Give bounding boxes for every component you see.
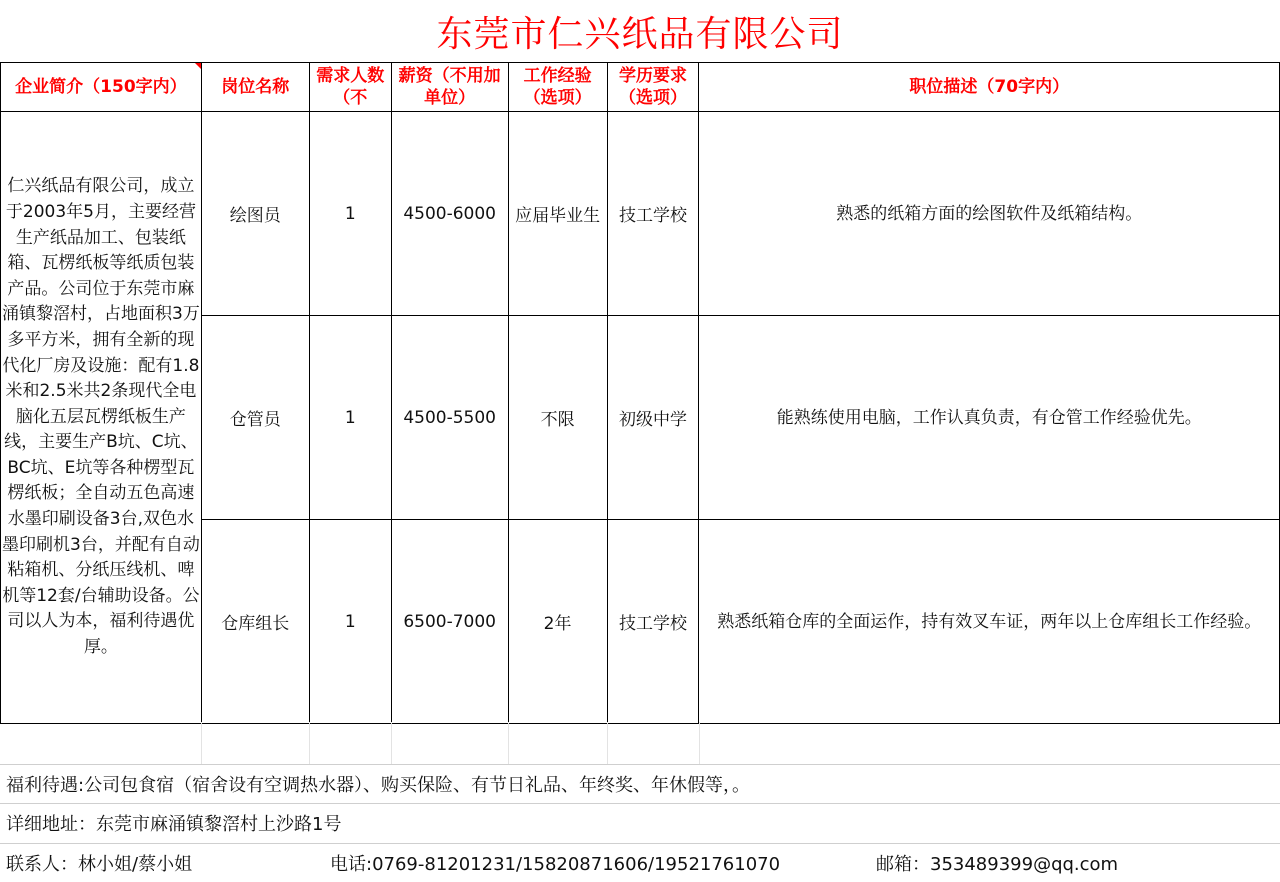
header-intro: 企业简介（150字内） — [1, 63, 202, 112]
contact-person: 联系人：林小姐/蔡小姐 — [6, 853, 193, 875]
header-position: 岗位名称 — [201, 63, 309, 112]
contact-email: 邮箱：353489399@qq.com — [876, 853, 1119, 875]
job-position: 绘图员 — [201, 112, 309, 316]
job-count: 1 — [309, 520, 391, 724]
header-row — [1, 63, 1280, 112]
contact-line — [0, 843, 1280, 881]
empty-row — [0, 722, 1280, 764]
job-salary: 4500-6000 — [391, 112, 508, 316]
job-salary: 4500-5500 — [391, 316, 508, 520]
header-count: 需求人数（不 — [309, 63, 391, 112]
job-experience: 应届毕业生 — [508, 112, 607, 316]
header-salary: 薪资（不用加单位） — [391, 63, 508, 112]
job-experience: 2年 — [508, 520, 607, 724]
company-intro: 仁兴纸品有限公司，成立于2003年5月，主要经营生产纸品加工、包装纸箱、瓦楞纸板等纸质包装产品。公司位于东莞市麻涌镇黎滘村，占地面积3万多平方米，拥有全新的现代化厂房及设施：配有1.8米和2.5米共2条现代全电脑化五层瓦楞纸板生产线，主要生产B坑、C坑、BC坑、E坑等各种楞型瓦楞纸板；全自动五色高速水墨印刷设备3台,双色水墨印刷机3台，并配有自动粘箱机、分纸压线机、啤机等12套/台辅助设备。公司以人为本，福利待遇优厚。 — [1, 112, 202, 724]
job-count: 1 — [309, 112, 391, 316]
job-count: 1 — [309, 316, 391, 520]
job-row — [1, 112, 1280, 316]
job-description: 熟悉的纸箱方面的绘图软件及纸箱结构。 — [699, 112, 1280, 316]
header-education: 学历要求（选项） — [607, 63, 699, 112]
company-title: 东莞市仁兴纸品有限公司 — [436, 13, 844, 55]
header-experience: 工作经验（选项） — [508, 63, 607, 112]
job-description: 熟悉纸箱仓库的全面运作，持有效叉车证，两年以上仓库组长工作经验。 — [699, 520, 1280, 724]
job-experience: 不限 — [508, 316, 607, 520]
job-position: 仓库组长 — [201, 520, 309, 724]
benefits-line: 福利待遇:公司包食宿（宿舍设有空调热水器）、购买保险、有节日礼品、年终奖、年休假等，。 — [0, 764, 1280, 802]
job-education: 技工学校 — [607, 520, 699, 724]
job-education: 初级中学 — [607, 316, 699, 520]
job-salary: 6500-7000 — [391, 520, 508, 724]
job-table — [0, 62, 1280, 724]
header-description: 职位描述（70字内） — [699, 63, 1280, 112]
job-position: 仓管员 — [201, 316, 309, 520]
address-line: 详细地址：东莞市麻涌镇黎滘村上沙路1号 — [0, 803, 1280, 841]
contact-phone: 电话:0769-81201231/15820871606/19521761070 — [330, 853, 781, 875]
job-education: 技工学校 — [607, 112, 699, 316]
job-description: 能熟练使用电脑，工作认真负责，有仓管工作经验优先。 — [699, 316, 1280, 520]
